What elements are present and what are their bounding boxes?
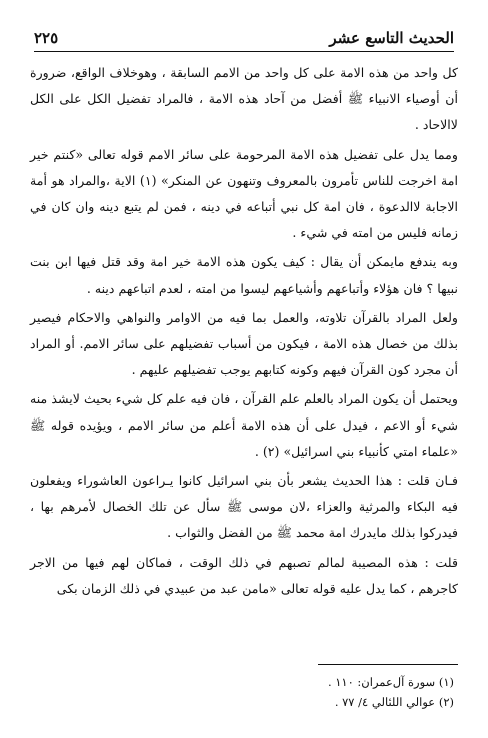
paragraph-2: ومما يدل على تفضيل هذه الامة المرحومة على سائر الامم قوله تعالى «كنتم خير امة اخرجت للناس تأمرون بالمعروف وتنهون عن المنكر» (١) الاية ،والمراد هو أمة الاجابة لاالدعوة ، فان امة كل نبي أتباعه في دينه ، فمن لم يتبع دينه وان كان في زمانه فليس من امته في شيء . xyxy=(30,146,458,241)
main-text xyxy=(30,60,458,602)
paragraph-3: وبه يندفع مايمكن أن يقال : كيف يكون هذه الامة خير امة وقد قتل فيها ابن بنت نبيها ؟ فان هؤلاء وأتباعهم وأشياعهم ليسوا من امته ، لعدم اتباعهم دينه . xyxy=(30,254,458,296)
paragraph-1: كل واحد من هذه الامة على كل واحد من الامم السابقة ، وهوخلاف الواقع، ضرورة أن أوصياء الانبياء ﷺ أفضل من آحاد هذه الامة ، فالمراد تفضيل الكل على الكل لاالاحاد . xyxy=(30,65,458,133)
footnote-1: (١) سورة آل‌عمران: ١١٠ . xyxy=(327,675,454,689)
footnote-2: (٢) عوالي اللئالي ٤/ ٧٧ . xyxy=(334,695,454,709)
page-header xyxy=(34,22,454,52)
paragraph-4: ولعل المراد بالقرآن تلاوته، والعمل بما فيه من الاوامر والنواهي والاحكام فيصير بذلك من خصال هذه الامة ، فيكون من أسباب تفضيلهم على سائر الامم. أو المراد أن مجرد كون القرآن فيهم وكونه كتابهم يوجب تفضيلهم عليهم . xyxy=(30,309,458,378)
paragraph-6: فـان قلت : هذا الحديث يشعر بأن بني اسرائيل كانوا يـراعون العاشوراء ويفعلون فيه البكاء والمرثية والعزاء ،لان موسى ﷺ سأل عن تلك الخصال لأمرهم بها ، فيدركوا بذلك مايدرك امة محمد ﷺ من الفضل والثواب . xyxy=(30,473,458,541)
footnote-divider xyxy=(318,664,458,665)
running-title: الحديث التاسع عشر xyxy=(329,29,454,47)
paragraph-5: ويحتمل أن يكون المراد بالعلم علم القرآن ، فان فيه علم كل شيء بحيث لايشذ منه شيء أو الاعم ، فيدل على أن هذه الامة أعلم من سائر الامم ، ويؤيده قوله ﷺ «علماء امتي كأنبياء بني اسرائيل» (٢) . xyxy=(30,391,458,459)
page-number: ٢٢٥ xyxy=(34,29,59,47)
footnotes xyxy=(34,672,454,712)
paragraph-7: قلت : هذه المصيبة لمالم تصبهم في ذلك الوقت ، فماكان لهم فيها من الاجر كاجرهم ، كما يدل عليه قوله تعالى «مامن عبد من عبيدي في ذلك الزمان بكى xyxy=(30,554,458,596)
